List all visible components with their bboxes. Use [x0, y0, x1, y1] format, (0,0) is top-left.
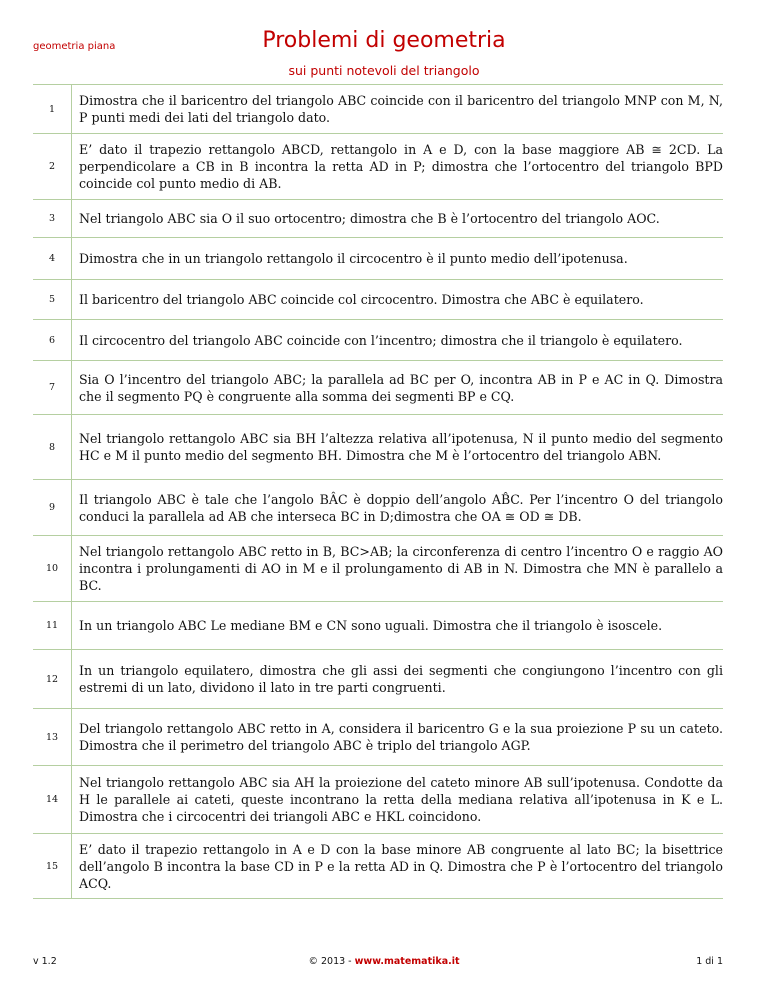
- problem-text: Dimostra che in un triangolo rettangolo il circocentro è il punto medio dell’ipotenusa.: [72, 238, 724, 280]
- problem-text: In un triangolo ABC Le mediane BM e CN sono uguali. Dimostra che il triangolo è isoscele.: [72, 602, 724, 650]
- problem-row: [33, 709, 723, 766]
- section-tag: geometria piana: [33, 41, 116, 52]
- problem-text: Il triangolo ABC è tale che l’angolo BÂC è doppio dell’angolo AB̂C. Per l’incentro O del triangolo conduci la parallela ad AB che interseca BC in D;dimostra che OA ≅ OD ≅ DB.: [72, 480, 724, 536]
- version-label: v 1.2: [33, 956, 57, 967]
- problem-number: 1: [33, 85, 72, 134]
- problem-number: 14: [33, 766, 72, 834]
- problem-number: 12: [33, 650, 72, 709]
- problem-number: 9: [33, 480, 72, 536]
- problem-row: [33, 766, 723, 834]
- problem-number: 2: [33, 134, 72, 200]
- problem-text: In un triangolo equilatero, dimostra che gli assi dei segmenti che congiungono l’incentro con gli estremi di un lato, dividono il lato in tre parti congruenti.: [72, 650, 724, 709]
- website-link[interactable]: www.matematika.it: [354, 956, 460, 967]
- page-title: Problemi di geometria: [262, 28, 506, 53]
- problem-number: 8: [33, 415, 72, 480]
- problem-text: E’ dato il trapezio rettangolo in A e D con la base minore AB congruente al lato BC; la bisettrice dell’angolo B incontra la base CD in P e la retta AD in Q. Dimostra che P è l’ortocentro del triangolo ACQ.: [72, 834, 724, 899]
- problem-text: Nel triangolo rettangolo ABC sia BH l’altezza relativa all’ipotenusa, N il punto medio del segmento HC e M il punto medio del segmento BH. Dimostra che M è l’ortocentro del triangolo ABN.: [72, 415, 724, 480]
- problem-row: [33, 200, 723, 238]
- problem-text: Del triangolo rettangolo ABC retto in A, considera il baricentro G e la sua proiezione P su un cateto. Dimostra che il perimetro del triangolo ABC è triplo del triangolo AGP.: [72, 709, 724, 766]
- problem-number: 5: [33, 280, 72, 320]
- problem-row: [33, 834, 723, 899]
- problem-row: [33, 480, 723, 536]
- problem-number: 10: [33, 536, 72, 602]
- problem-number: 4: [33, 238, 72, 280]
- problem-text: Dimostra che il baricentro del triangolo ABC coincide con il baricentro del triangolo MNP con M, N, P punti medi dei lati del triangolo dato.: [72, 85, 724, 134]
- problem-row: [33, 238, 723, 280]
- problem-number: 7: [33, 361, 72, 415]
- problems-table: [33, 84, 723, 899]
- problem-text: E’ dato il trapezio rettangolo ABCD, rettangolo in A e D, con la base maggiore AB ≅ 2CD. La perpendicolare a CB in B incontra la retta AD in P; dimostra che l’ortocentro del triangolo BPD coincide col punto medio di AB.: [72, 134, 724, 200]
- page-subtitle: sui punti notevoli del triangolo: [288, 63, 480, 78]
- copyright-line: [0, 956, 768, 967]
- problem-number: 13: [33, 709, 72, 766]
- problem-row: [33, 602, 723, 650]
- problem-text: Il baricentro del triangolo ABC coincide col circocentro. Dimostra che ABC è equilatero.: [72, 280, 724, 320]
- problem-text: Il circocentro del triangolo ABC coincide con l’incentro; dimostra che il triangolo è equilatero.: [72, 320, 724, 361]
- problem-row: [33, 361, 723, 415]
- problem-row: [33, 280, 723, 320]
- problem-text: Nel triangolo rettangolo ABC retto in B, BC>AB; la circonferenza di centro l’incentro O e raggio AO incontra i prolungamenti di AO in M e il prolungamento di AB in N. Dimostra che MN è parallelo a BC.: [72, 536, 724, 602]
- problem-row: [33, 134, 723, 200]
- problem-row: [33, 320, 723, 361]
- problem-row: [33, 415, 723, 480]
- problem-row: [33, 650, 723, 709]
- problem-number: 3: [33, 200, 72, 238]
- page-number: 1 di 1: [696, 956, 723, 967]
- problem-text: Sia O l’incentro del triangolo ABC; la parallela ad BC per O, incontra AB in P e AC in Q. Dimostra che il segmento PQ è congruente alla somma dei segmenti BP e CQ.: [72, 361, 724, 415]
- problem-row: [33, 536, 723, 602]
- problem-text: Nel triangolo rettangolo ABC sia AH la proiezione del cateto minore AB sull’ipotenusa. Condotte da H le parallele ai cateti, queste incontrano la retta della mediana relativa all’ipotenusa in K e L. Dimostra che i circocentri dei triangoli ABC e HKL coincidono.: [72, 766, 724, 834]
- problem-number: 11: [33, 602, 72, 650]
- problem-number: 6: [33, 320, 72, 361]
- problem-text: Nel triangolo ABC sia O il suo ortocentro; dimostra che B è l’ortocentro del triangolo AOC.: [72, 200, 724, 238]
- problem-number: 15: [33, 834, 72, 899]
- problem-row: [33, 85, 723, 134]
- copyright-text: © 2013 -: [308, 956, 355, 967]
